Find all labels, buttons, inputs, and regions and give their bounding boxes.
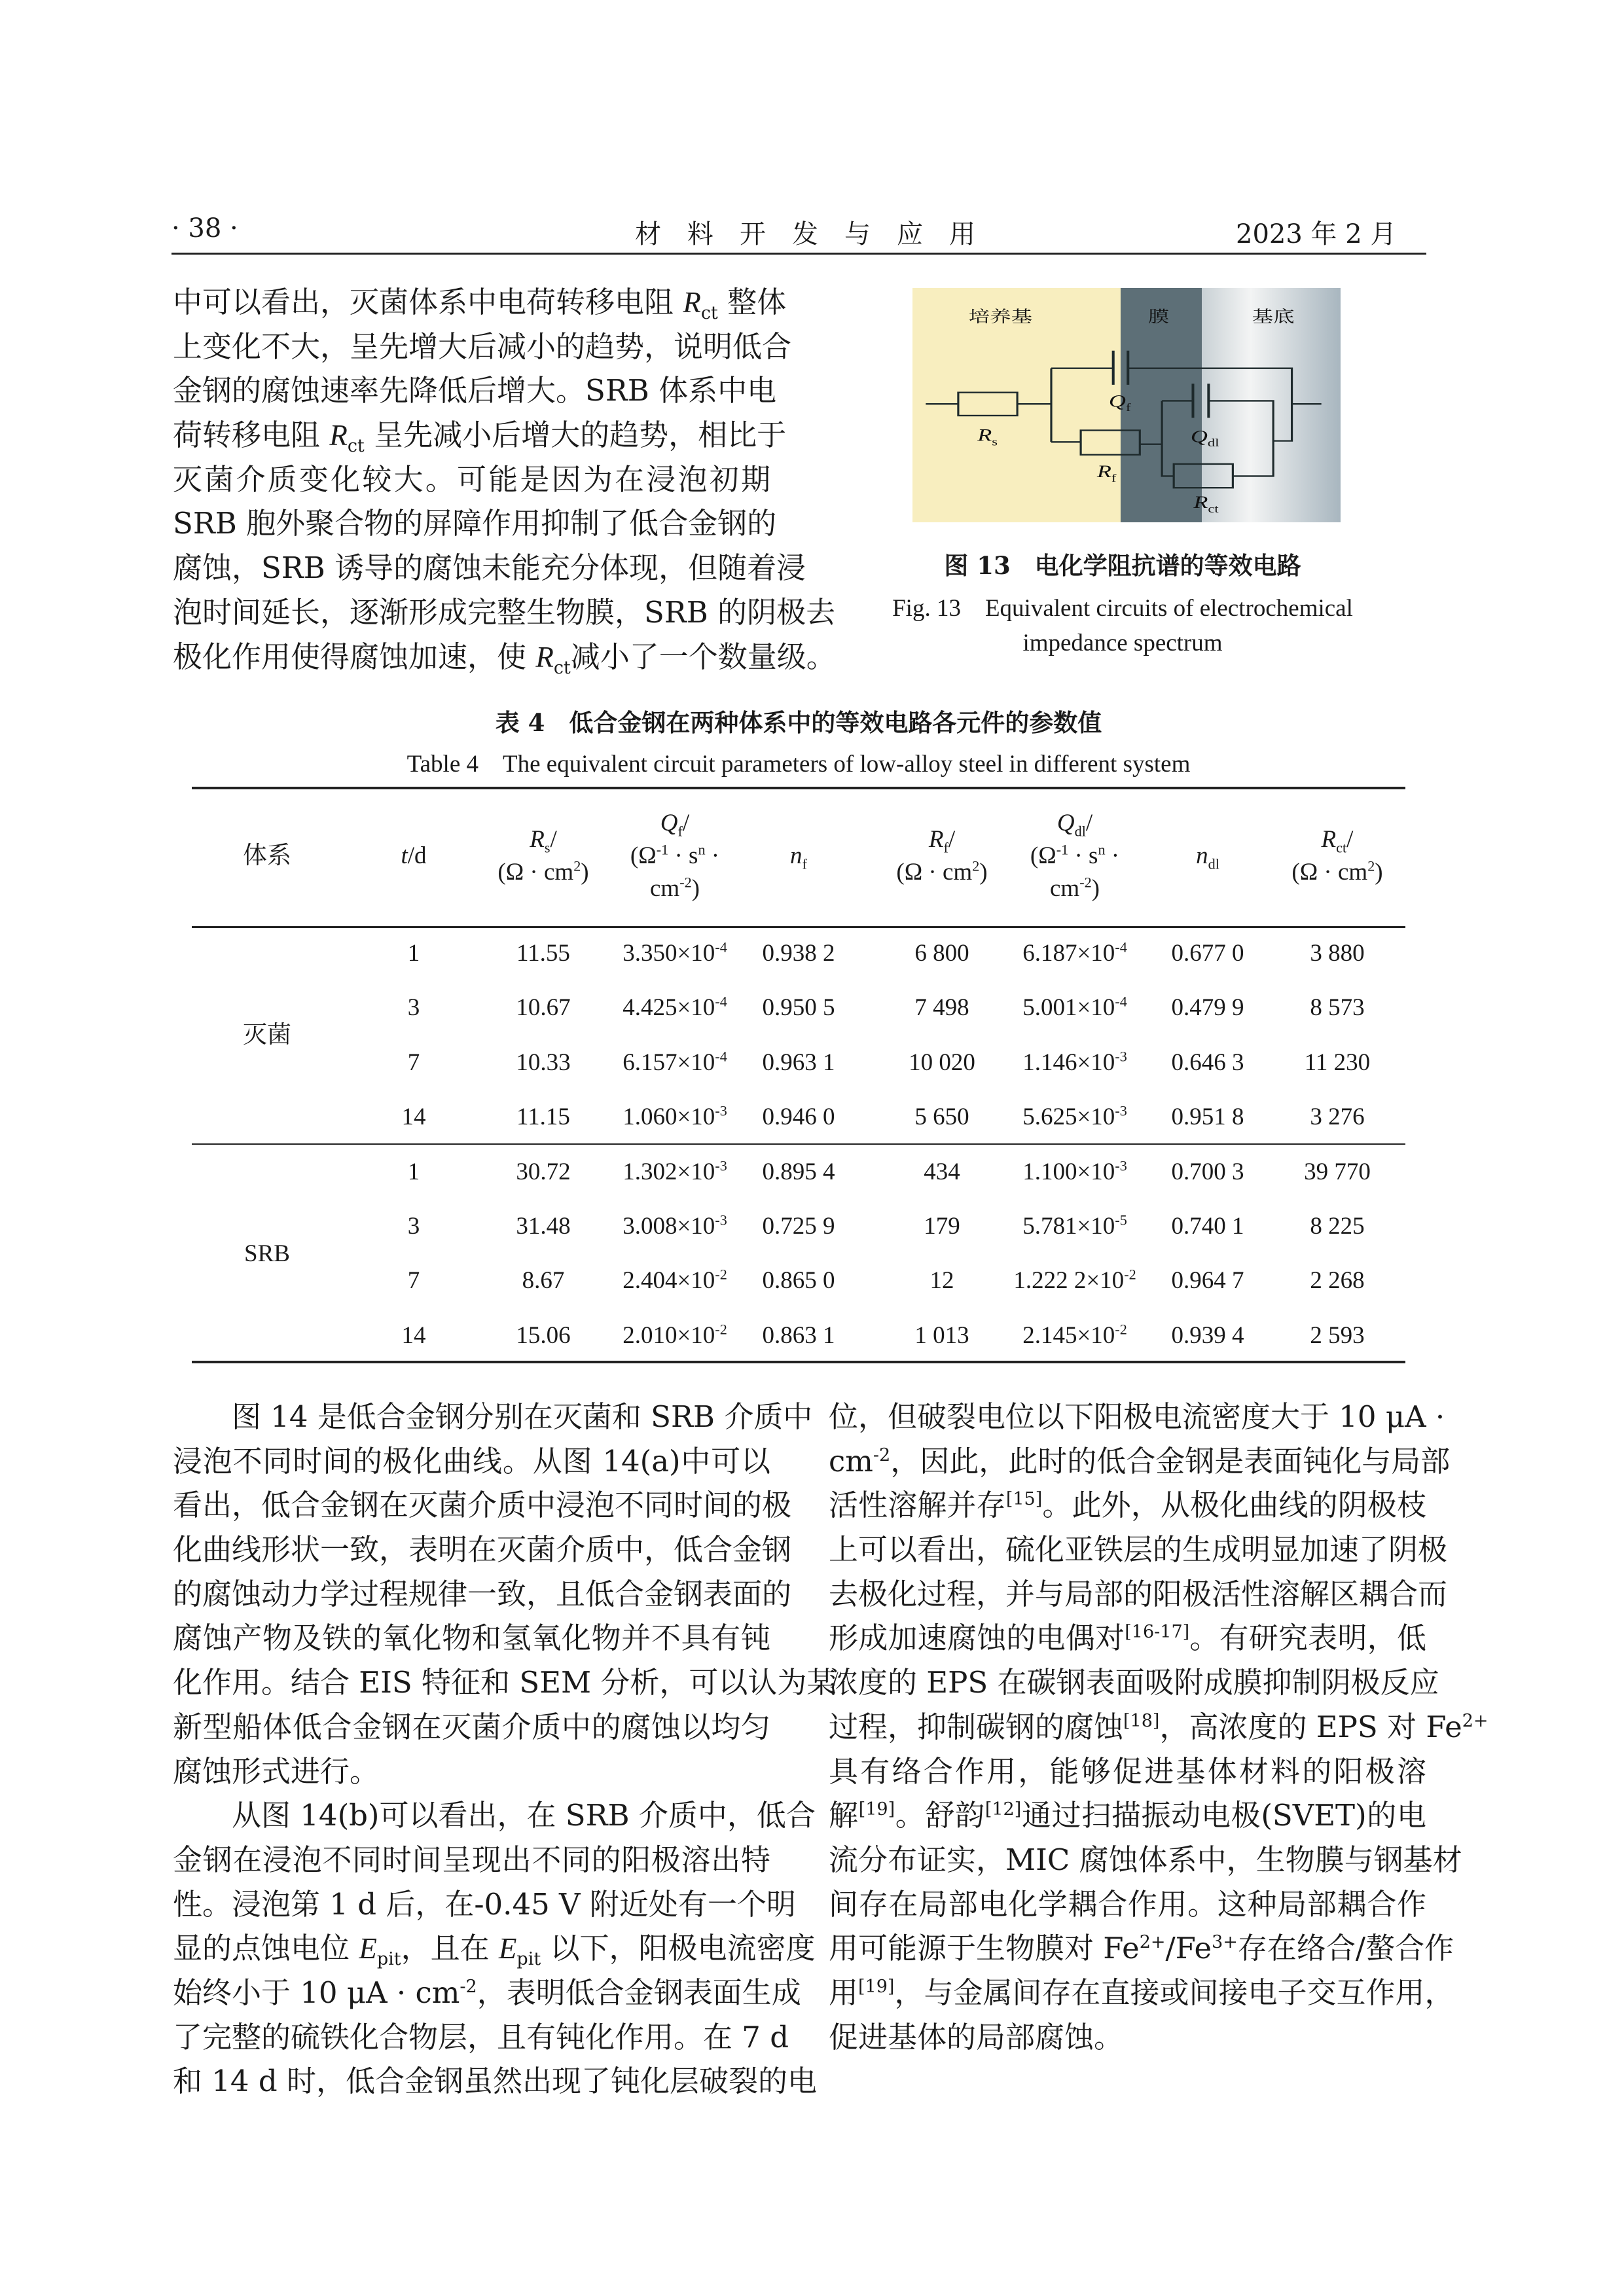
cell-nf: 0.950 5 [762,994,835,1021]
superscript: -1 [656,841,669,858]
cell-rct: 11 230 [1304,1049,1371,1076]
text-line: 活性溶解并存[15]。此外，从极化曲线的阴极枝 [829,1488,1426,1523]
cell-rs: 31.48 [516,1213,571,1240]
superscript: -2 [1124,1266,1136,1283]
cell-ndl: 0.740 1 [1171,1213,1244,1240]
text-line: 具有络合作用，能够促进基体材料的阳极溶 [829,1753,1426,1789]
text-line: 从图 14(b)可以看出，在 SRB 介质中，低合 [232,1798,816,1833]
text-line: 极化作用使得腐蚀加速，使 $R_{ct}$减小了一个数量级。 [173,639,836,678]
math-symbol: R [530,826,545,853]
text-line: 中可以看出，灭菌体系中电荷转移电阻 $R_{ct}$ 整体 [173,285,787,323]
text-line: 浸泡不同时间的极化曲线。从图 14(a)中可以 [173,1443,770,1479]
table-header-rule [192,926,1405,928]
superscript: -5 [1115,1211,1127,1229]
text-line: 流分布证实，MIC 腐蚀体系中，生物膜与钢基材 [829,1842,1462,1877]
text-line: 化作用。结合 EIS 特征和 SEM 分析，可以认为某 [173,1665,837,1700]
cell-rf: 10 020 [909,1049,975,1076]
text-line: 去极化过程，并与局部的阳极活性溶解区耦合而 [829,1576,1448,1611]
label-rct: $R_{ct}$ [1193,492,1219,516]
cell-rs: 11.55 [516,940,570,967]
math-symbol: R [928,826,944,853]
text-line: 显的点蚀电位 $E_{pit}$，且在 $E_{pit}$ 以下，阳极电流密度 [173,1931,816,1970]
cell-rct: 2 593 [1310,1322,1365,1349]
superscript: -3 [1115,1102,1127,1119]
cell-time: 7 [407,1267,420,1294]
superscript: 2+ [1139,1932,1166,1953]
text-line: 促进基体的局部腐蚀。 [829,2019,1124,2054]
cell-nf: 0.946 0 [762,1103,835,1130]
cell-rs: 10.33 [516,1049,571,1076]
superscript: 2+ [1462,1710,1489,1731]
text-line: 浓度的 EPS 在碳钢表面吸附成膜抑制阴极反应 [829,1665,1439,1700]
text-line: 间存在局部电化学耦合作用。这种局部耦合作 [829,1886,1426,1922]
cell-rct: 8 573 [1310,994,1365,1021]
citation: [19] [858,1976,895,1997]
journal-title: 材 料 开 发 与 应 用 [635,219,975,249]
superscript: -2 [1115,1321,1127,1338]
figure-caption-cn: 图 13 电化学阻抗谱的等效电路 [944,551,1301,580]
cell-rs: 30.72 [516,1158,571,1185]
figure-caption-en-2: impedance spectrum [1022,630,1223,656]
cell-qf: $6.157\times 10^{-4}$ [623,1048,727,1076]
superscript: -4 [1115,939,1127,956]
superscript: -3 [1115,1048,1127,1065]
superscript: 2 [972,857,980,874]
group-label-sterile: 灭菌 [243,1022,291,1049]
math-symbol: Q [1056,810,1075,836]
text-line: 了完整的硫铁化合物层，且有钝化作用。在 7 d [173,2019,789,2054]
table-title-en: Table 4 The equivalent circuit parameters of low-alloy steel in different system [406,751,1191,778]
cell-rf: 434 [924,1158,960,1185]
cell-nf: 0.725 9 [762,1213,835,1240]
superscript: -3 [715,1157,727,1174]
subscript: dl [1074,823,1086,840]
header-rf: $R_f/$ $(\Omega \cdot cm^2)$ [896,826,988,886]
header-rs: $R_s/$ $(\Omega \cdot cm^2)$ [497,826,589,886]
cell-time: 7 [407,1049,420,1076]
paragraph-left-bottom [173,1395,837,2104]
cell-time: 3 [407,1213,420,1240]
superscript: -3 [715,1211,727,1229]
math-symbol: R [683,286,701,319]
superscript: 3+ [1212,1932,1238,1953]
group-label-srb: SRB [244,1240,290,1267]
superscript: -4 [715,1048,727,1065]
subscript: f [943,839,948,856]
text-line: 上变化不大，呈先增大后减小的趋势，说明低合 [173,329,792,364]
page-number: · 38 · [171,213,238,243]
cell-rct: 3 880 [1310,940,1365,967]
header-rule [171,253,1426,255]
math-symbol: n [790,842,803,869]
math-symbol: R [535,640,554,673]
cell-ndl: 0.646 3 [1171,1049,1244,1076]
subscript: f [677,823,683,840]
text-line: 用可能源于生物膜对 $Fe^{2+}/Fe^{3+}$存在络合/螯合作 [829,1931,1454,1966]
text-line: 上可以看出，硫化亚铁层的生成明显加速了阴极 [829,1532,1448,1568]
text-line: 看出，低合金钢在灭菌介质中浸泡不同时间的极 [173,1488,792,1523]
superscript: n [698,841,706,858]
header-ndl [1196,840,1219,872]
cell-qdl: $1.146\times 10^{-3}$ [1022,1048,1127,1076]
label-qdl: $Q_{dl}$ [1190,426,1219,450]
cell-qdl: 1.222 $2\times 10^{-2}$ [1013,1266,1136,1294]
text-line: 图 14 是低合金钢分别在灭菌和 SRB 介质中 [232,1399,813,1434]
cell-time: 3 [407,994,420,1021]
region-label-medium: 培养基 [968,307,1033,327]
math-symbol: E [498,1932,517,1965]
cell-ndl: 0.939 4 [1171,1322,1244,1349]
text-line: $cm^{-2}$，因此，此时的低合金钢是表面钝化与局部 [829,1443,1451,1479]
table-bottom-rule [192,1361,1405,1363]
superscript: -2 [679,874,692,891]
superscript: -4 [715,993,727,1010]
text-line: 性。浸泡第 1 d 后，在-0.45 V 附近处有一个明 [173,1886,796,1922]
cell-nf: 0.863 1 [762,1322,835,1349]
text-line: 形成加速腐蚀的电偶对[16-17]。有研究表明，低 [829,1621,1426,1656]
superscript: -2 [715,1266,727,1283]
text-line: 过程，抑制碳钢的腐蚀[18]，高浓度的 EPS 对 $Fe^{2+}$ [829,1709,1489,1744]
cell-qdl: $2.145\times 10^{-2}$ [1022,1321,1127,1349]
superscript: -2 [715,1321,727,1338]
text-line: 始终小于 10 $\mu A \cdot cm^{-2}$，表明低合金钢表面生成 [173,1975,801,2010]
cell-qf: $3.008\times 10^{-3}$ [623,1211,727,1240]
cell-qdl: $5.001\times 10^{-4}$ [1022,993,1127,1021]
math-symbol: R [329,419,348,452]
text-line: 荷转移电阻 $R_{ct}$ 呈先减小后增大的趋势，相比于 [173,418,787,457]
label-rf: $R_f$ [1096,461,1117,485]
cell-qf: $1.060\times 10^{-3}$ [623,1102,727,1130]
header-time: t/d [401,842,427,869]
cell-time: 14 [401,1103,426,1130]
cell-qdl: $5.781\times 10^{-5}$ [1022,1211,1127,1240]
math-symbol: n [1196,842,1208,869]
label-rs: $R_s$ [977,425,998,448]
superscript: 2 [1367,857,1375,874]
cell-rf: 1 013 [914,1322,969,1349]
cell-rf: 7 498 [914,994,969,1021]
text-line: 用[19]，与金属间存在直接或间接电子交互作用， [829,1975,1454,2010]
cell-time: 1 [407,940,420,967]
table-title-cn: 表 4 低合金钢在两种体系中的等效电路各元件的参数值 [495,708,1102,737]
superscript: -1 [1056,841,1069,858]
subscript: ct [700,303,718,323]
cell-rs: 15.06 [516,1322,571,1349]
math-symbol: Q [660,810,678,836]
table-top-rule [192,787,1405,789]
text-line: 腐蚀，SRB 诱导的腐蚀未能充分体现，但随着浸 [173,550,806,586]
issue-date: 2023 年 2 月 [1236,219,1397,249]
subscript: ct [347,436,365,457]
text-line: 腐蚀形式进行。 [173,1753,380,1789]
cell-rf: 6 800 [914,940,969,967]
citation: [12] [984,1799,1022,1820]
text-line: 新型船体低合金钢在灭菌介质中的腐蚀以均匀 [173,1709,770,1744]
figure-caption-en-1: Fig. 13 Equivalent circuits of electrochemical [892,595,1353,622]
cell-rs: 8.67 [522,1267,565,1294]
cell-rf: 179 [924,1213,960,1240]
text-line: 灭菌介质变化较大。可能是因为在浸泡初期 [173,461,770,497]
superscript: -3 [715,1102,727,1119]
cell-rct: 39 770 [1304,1158,1371,1185]
superscript: 2 [573,857,581,874]
superscript: -4 [1115,993,1127,1010]
text-line: 金钢在浸泡不同时间呈现出不同的阳极溶出特 [173,1842,770,1877]
cell-rct: 3 276 [1310,1103,1365,1130]
paragraph-right-bottom [829,1395,1489,2059]
table-group-rule [192,1143,1405,1145]
header-system: 体系 [243,842,291,869]
cell-rs: 10.67 [516,994,571,1021]
cell-time: 1 [407,1158,420,1185]
math-symbol: t [401,842,408,869]
cell-nf: 0.938 2 [762,940,835,967]
subscript: pit [376,1949,401,1970]
cell-rs: 11.15 [516,1103,570,1130]
cell-time: 14 [401,1322,426,1349]
citation: [15] [1005,1489,1043,1510]
region-label-substrate: 基底 [1252,307,1295,327]
cell-rct: 2 268 [1310,1267,1365,1294]
citation: [19] [858,1799,895,1820]
superscript: n [1098,841,1106,858]
cell-rf: 5 650 [914,1103,969,1130]
text-line: SRB 胞外聚合物的屏障作用抑制了低合金钢的 [173,506,777,541]
math-symbol: E [359,1932,377,1965]
cell-qf: $2.404\times 10^{-2}$ [623,1266,727,1294]
superscript: -3 [1115,1157,1127,1174]
cell-rf: 12 [929,1267,954,1294]
text-line: 和 14 d 时，低合金钢虽然出现了钝化层破裂的电 [173,2064,817,2099]
citation: [18] [1123,1710,1160,1731]
paragraph-left-top [173,280,836,679]
subscript: f [802,855,807,872]
cell-rct: 8 225 [1310,1213,1365,1240]
cell-ndl: 0.700 3 [1171,1158,1244,1185]
equivalent-circuit-figure [912,288,1341,522]
superscript: -2 [1079,874,1092,891]
cell-ndl: 0.479 9 [1171,994,1244,1021]
header-qf: $Q_f/$ ($\Omega^{-1} \cdot s^n$ · $cm^{-2}$) [630,810,720,902]
header-nf [790,840,807,872]
subscript: ct [553,657,571,678]
cell-ndl: 0.964 7 [1171,1267,1244,1294]
header-qdl: $Q_{dl}/$ ($\Omega^{-1} \cdot s^n$ · $cm^{-2}$) [1030,810,1120,902]
cell-qf: $2.010\times 10^{-2}$ [623,1321,727,1349]
citation: [16-17] [1125,1622,1190,1643]
text-line: 化曲线形状一致，表明在灭菌介质中，低合金钢 [173,1532,792,1568]
cell-qdl: $6.187\times 10^{-4}$ [1022,939,1127,967]
text-line: 解[19]。舒韵[12]通过扫描振动电极(SVET)的电 [829,1798,1426,1833]
cell-nf: 0.963 1 [762,1049,835,1076]
cell-qf: $1.302\times 10^{-3}$ [623,1157,727,1185]
cell-qf: $3.350\times 10^{-4}$ [623,939,727,967]
text-line: 的腐蚀动力学过程规律一致，且低合金钢表面的 [173,1576,792,1611]
cell-qf: $4.425\times 10^{-4}$ [623,993,727,1021]
text-line: 位，但破裂电位以下阳极电流密度大于 10 μA · [829,1399,1445,1434]
cell-ndl: 0.677 0 [1171,940,1244,967]
subscript: pit [516,1949,541,1970]
superscript: -4 [715,939,727,956]
cell-qdl: $1.100\times 10^{-3}$ [1022,1157,1127,1185]
cell-qdl: $5.625\times 10^{-3}$ [1022,1102,1127,1130]
subscript: ct [1336,839,1347,856]
text-line: 金钢的腐蚀速率先降低后增大。SRB 体系中电 [173,373,777,408]
region-label-film: 膜 [1147,307,1170,327]
text-line: 泡时间延长，逐渐形成完整生物膜，SRB 的阴极去 [173,594,836,630]
cell-ndl: 0.951 8 [1171,1103,1244,1130]
subscript: dl [1208,855,1219,872]
superscript: -2 [873,1444,891,1465]
cell-nf: 0.895 4 [762,1158,835,1185]
subscript: s [544,839,550,856]
math-symbol: R [1321,826,1337,853]
cell-nf: 0.865 0 [762,1267,835,1294]
label-qf: $Q_f$ [1108,391,1131,414]
text-line: 腐蚀产物及铁的氧化物和氢氧化物并不具有钝 [173,1621,770,1656]
header-rct: $R_{ct}/$ $(\Omega \cdot cm^2)$ [1291,826,1383,886]
superscript: -2 [460,1976,477,1997]
